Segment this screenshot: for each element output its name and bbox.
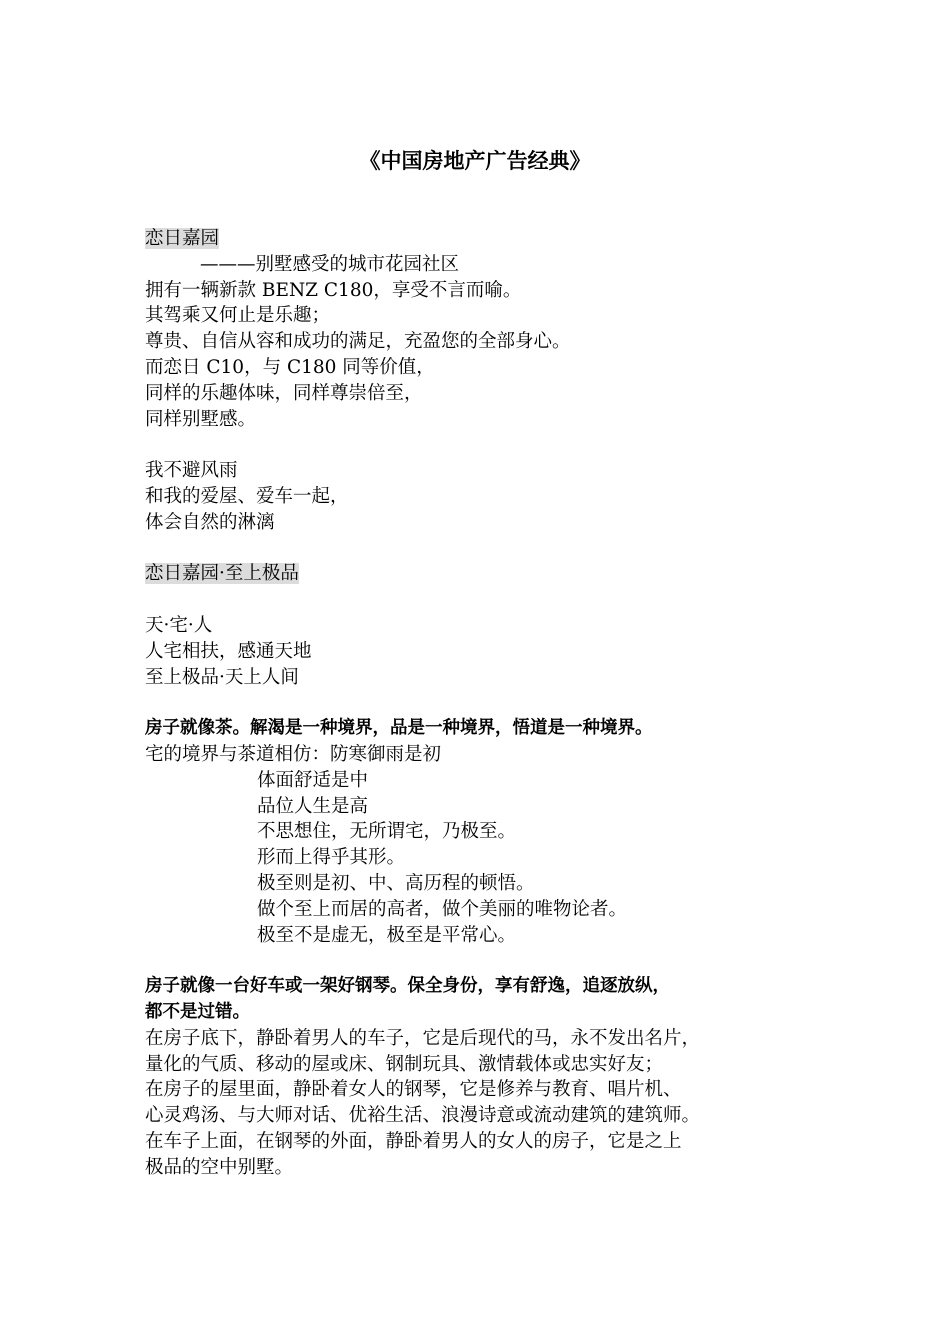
verse-line: 体会自然的淋漓 [145,511,275,533]
blank-line [145,587,835,613]
section-heading [145,226,835,252]
verse-line: 我不避风雨 [145,460,238,482]
text-line: 至上极品·天上人间 [145,666,299,688]
text-line: 在房子的屋里面，静卧着女人的钢琴，它是修养与教育、唱片机、 [145,1079,682,1101]
blank-line [145,536,835,562]
text-line: 同样别墅感。 [145,408,257,430]
verse-line: 和我的爱屋、爱车一起， [145,485,349,507]
indented-line: 做个至上而居的高者，做个美丽的唯物论者。 [257,898,628,920]
indented-line: 品位人生是高 [257,795,369,817]
text-line: 在车子上面，在钢琴的外面，静卧着男人的女人的房子，它是之上 [145,1130,682,1152]
text-line: 量化的气质、移动的屋或床、钢制玩具、激情载体或忠实好友； [145,1053,664,1075]
text-line: 尊贵、自信从容和成功的满足，充盈您的全部身心。 [145,331,571,353]
blank-line [145,948,835,974]
text-line: 心灵鸡汤、与大师对话、优裕生活、浪漫诗意或流动建筑的建筑师。 [145,1105,701,1127]
text-line: 其驾乘又何止是乐趣； [145,305,331,327]
indented-line: 极至不是虚无，极至是平常心。 [257,924,517,946]
text-line: 人宅相扶，感通天地 [145,640,312,662]
indented-line: 形而上得乎其形。 [257,847,406,869]
text-line: 宅的境界与茶道相仿：防寒御雨是初 [145,743,442,765]
document-body [145,226,835,1180]
text-line: 拥有一辆新款 BENZ C180，享受不言而喻。 [145,279,522,301]
section-heading-bold: 都不是过错。 [145,1001,250,1022]
indented-line: 体面舒适是中 [257,769,369,791]
text-line: 天·宅·人 [145,614,213,636]
highlighted-heading: 恋日嘉园·至上极品 [145,563,299,585]
document-title: 《中国房地产广告经典》 [359,149,591,173]
section-heading-bold: 房子就像一台好车或一架好钢琴。保全身份，享有舒逸，追逐放纵， [145,976,670,997]
blank-line [145,690,835,716]
text-line: 极品的空中别墅。 [145,1156,294,1178]
text-line: 而恋日 C10，与 C180 同等价值， [145,356,435,378]
section-heading-bold: 房子就像茶。解渴是一种境界，品是一种境界，悟道是一种境界。 [145,718,653,739]
section-subtitle: ———别墅感受的城市花园社区 [200,253,460,275]
indented-line: 极至则是初、中、高历程的顿悟。 [257,872,535,894]
text-line: 在房子底下，静卧着男人的车子，它是后现代的马，永不发出名片， [145,1027,701,1049]
text-line: 同样的乐趣体味，同样尊崇倍至， [145,382,423,404]
indented-line: 不思想住，无所谓宅，乃极至。 [257,821,517,843]
section-heading [145,561,835,587]
highlighted-heading: 恋日嘉园 [145,228,220,249]
blank-line [145,432,835,458]
